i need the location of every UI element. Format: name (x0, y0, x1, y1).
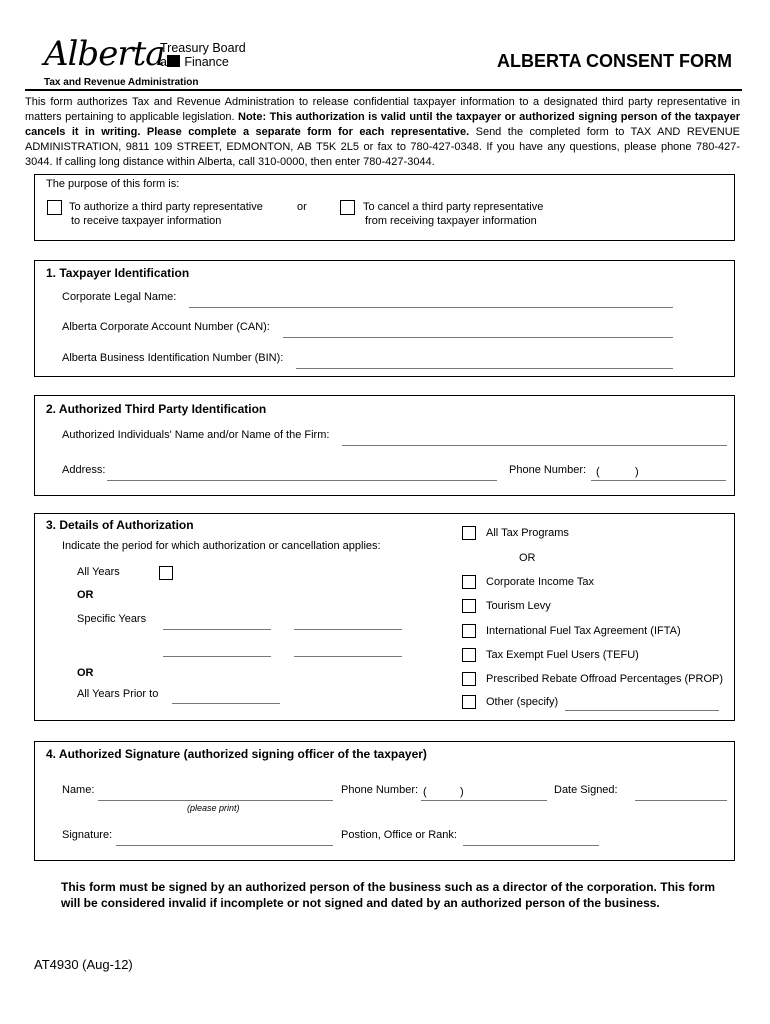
bin-field[interactable] (296, 368, 673, 369)
specific-year-field-2b[interactable] (294, 656, 402, 657)
taxpayer-identification-section (34, 260, 735, 377)
third-party-phone-field[interactable] (591, 480, 726, 481)
logo-wordmark: Alberta (44, 34, 165, 74)
authorized-name-field[interactable] (342, 445, 727, 446)
address-label: Address: (62, 464, 106, 476)
tefu-checkbox[interactable] (462, 648, 476, 662)
corporate-income-tax-label: Corporate Income Tax (486, 576, 595, 588)
authorize-label-1: To authorize a third party representative (69, 201, 263, 213)
phone-paren-open: ( (596, 466, 600, 478)
position-label: Postion, Office or Rank: (341, 829, 457, 841)
all-tax-programs-label: All Tax Programs (486, 527, 569, 539)
intro-text-2: Send the completed form to TAX AND REVENUE ADMINISTRATION, 9811 109 STREET, EDMONTON, AB T5K 2L5 or fax to 780-427-0348. If you have any questions, please phone 780-427-3044. If calling long distance within Alberta, call 310-0000, then enter 780-427-3044. (25, 126, 741, 168)
authorize-checkbox[interactable] (47, 200, 62, 215)
intro-text-1: This form authorizes Tax and Revenue Administration to release confidential taxpayer information to a designated third party representative in matters pertaining to applicable legislation. (25, 96, 740, 123)
section3-heading: 3. Details of Authorization (46, 518, 194, 532)
corporate-legal-name-label: Corporate Legal Name: (62, 291, 177, 303)
all-tax-programs-checkbox[interactable] (462, 526, 476, 540)
programs-or: OR (519, 552, 536, 564)
signer-phone-field[interactable] (421, 800, 547, 801)
all-years-checkbox[interactable] (159, 566, 173, 580)
corporate-legal-name-field[interactable] (189, 307, 673, 308)
tourism-levy-checkbox[interactable] (462, 599, 476, 613)
cancel-label-1: To cancel a third party representative (363, 201, 544, 213)
signature-field[interactable] (116, 845, 333, 846)
signer-name-label: Name: (62, 784, 95, 796)
signature-label: Signature: (62, 829, 113, 841)
cancel-label-2: from receiving taxpayer information (365, 215, 537, 227)
form-title: ALBERTA CONSENT FORM (497, 51, 732, 71)
details-of-authorization-section (34, 513, 735, 721)
authorized-name-label: Authorized Individuals' Name and/or Name of the Firm: (62, 429, 330, 441)
other-program-label: Other (specify) (486, 696, 559, 708)
division-name: Tax and Revenue Administration (44, 77, 199, 88)
signer-phone-paren-close: ) (460, 786, 464, 798)
all-years-prior-label: All Years Prior to (77, 688, 159, 700)
header-rule (25, 89, 742, 91)
position-field[interactable] (463, 845, 599, 846)
cancel-checkbox[interactable] (340, 200, 355, 215)
intro-paragraph (25, 95, 740, 170)
signer-phone-paren-open: ( (423, 786, 427, 798)
purpose-heading: The purpose of this form is: (46, 178, 180, 190)
ifta-label: International Fuel Tax Agreement (IFTA) (486, 625, 681, 637)
tefu-label: Tax Exempt Fuel Users (TEFU) (486, 649, 639, 661)
tourism-levy-label: Tourism Levy (486, 600, 551, 612)
section1-heading: 1. Taxpayer Identification (46, 266, 190, 280)
department-line-1: Treasury Board (160, 41, 246, 55)
signer-phone-label: Phone Number: (341, 784, 419, 796)
authorized-signature-section (34, 741, 735, 861)
bin-label: Alberta Business Identification Number (BIN): (62, 352, 284, 364)
prop-checkbox[interactable] (462, 672, 476, 686)
other-program-checkbox[interactable] (462, 695, 476, 709)
period-or-1: OR (77, 589, 94, 601)
section4-heading: 4. Authorized Signature (authorized signing officer of the taxpayer) (46, 747, 427, 761)
third-party-phone-label: Phone Number: (509, 464, 587, 476)
all-years-label: All Years (77, 566, 120, 578)
other-program-field[interactable] (565, 710, 719, 711)
date-signed-label: Date Signed: (554, 784, 618, 796)
specific-year-field-1a[interactable] (163, 629, 271, 630)
section2-heading: 2. Authorized Third Party Identification (46, 402, 267, 416)
department-name (160, 41, 246, 69)
authorize-label-2: to receive taxpayer information (71, 215, 222, 227)
ifta-checkbox[interactable] (462, 624, 476, 638)
intro-note: Note: This authorization is valid until the taxpayer or authorized signing person of the taxpayer cancels it in writing. Please complete a separate form for each representative. (25, 111, 740, 138)
specific-year-field-1b[interactable] (294, 629, 402, 630)
validity-notice: This form must be signed by an authorized person of the business such as a director of the corporation. This form will be considered invalid if incomplete or not signed and dated by an authorized person of the business. (61, 880, 715, 910)
specific-years-label: Specific Years (77, 613, 147, 625)
form-number: AT4930 (Aug-12) (34, 957, 133, 972)
specific-year-field-2a[interactable] (163, 656, 271, 657)
phone-paren-close: ) (635, 466, 639, 478)
period-or-2: OR (77, 667, 94, 679)
all-years-prior-field[interactable] (172, 703, 280, 704)
address-field[interactable] (107, 480, 497, 481)
signer-name-field[interactable] (98, 800, 333, 801)
corporate-income-tax-checkbox[interactable] (462, 575, 476, 589)
purpose-box (34, 174, 735, 241)
please-print-note: (please print) (187, 803, 240, 813)
can-field[interactable] (283, 337, 673, 338)
third-party-identification-section (34, 395, 735, 496)
department-line-2: and Finance (160, 55, 229, 69)
prop-label: Prescribed Rebate Offroad Percentages (PROP) (486, 673, 724, 685)
date-signed-field[interactable] (635, 800, 727, 801)
period-instructions: Indicate the period for which authorization or cancellation applies: (62, 540, 381, 552)
can-label: Alberta Corporate Account Number (CAN): (62, 321, 270, 333)
purpose-or: or (297, 201, 307, 213)
